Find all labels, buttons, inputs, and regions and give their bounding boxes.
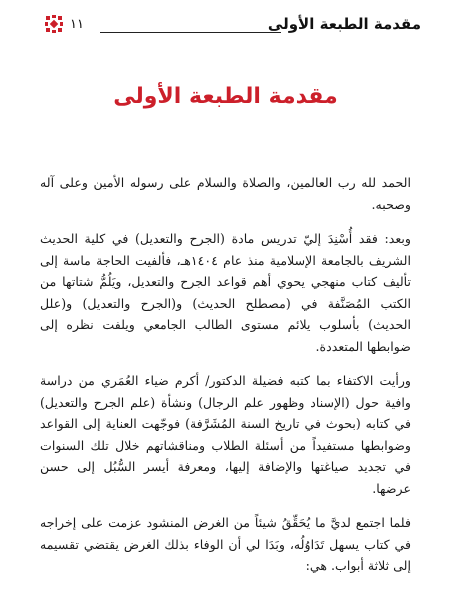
arabesque-ornament-icon bbox=[44, 14, 64, 34]
running-header-title: مقدمة الطبعة الأولى bbox=[267, 15, 421, 33]
body-text bbox=[40, 172, 411, 577]
paragraph-purpose: وبعد: فقد أُسْنِدَ إليّ تدريس مادة (الجرح والتعديل) في كلية الحديث الشريف بالجامعة الإسلامية منذ عام ١٤٠٤هـ، فألفيت الحاجة ماسة إلى تأليف كتاب منهجي يحوي أهم قواعد الجرح والتعديل، ويَلُمُّ شتاتها من الكتب المُصَنَّفة في (مصطلح الحديث) و(الجرح والتعديل) و(علل الحديث) بأسلوب يلائم مستوى الطالب الجامعي ويلفت نظره إلى ضوابطها المتعددة. bbox=[40, 231, 411, 354]
chapter-heading: مقدمة الطبعة الأولى bbox=[113, 84, 338, 109]
page-number: ١١ bbox=[70, 17, 84, 32]
paragraph-opening: الحمد لله رب العالمين، والصلاة والسلام على رسوله الأمين وعلى آله وصحبه. bbox=[40, 175, 411, 212]
paragraph-method: ورأيت الاكتفاء بما كتبه فضيلة الدكتور/ أكرم ضياء العُمَري من دراسة وافية حول (الإسناد وظهور علم الرجال) ونشأة (علم الجرح والتعديل) في كتابه (بحوث في تاريخ السنة المُشَرَّفة) فوجّهت العناية إلى القواعد وضوابطها مستفيداً من أسئلة الطلاب ومناقشاتهم خلال تلك السنوات في تجديد صياغتها والإضافة إليها، ومعرفة أيسر السُّبُل إلى حسن عرضها. bbox=[40, 373, 411, 496]
paragraph-structure: فلما اجتمع لديَّ ما يُحَقِّقُ شيئاً من الغرض المنشود عزمت على إخراجه في كتاب يسهل تَدَاوُلُه، وبَدَا لي أن الوفاء بذلك الغرض يقتضي تقسيمه إلى ثلاثة أبواب. هي: bbox=[40, 515, 411, 573]
header-rule bbox=[100, 32, 281, 33]
running-header bbox=[30, 12, 421, 42]
